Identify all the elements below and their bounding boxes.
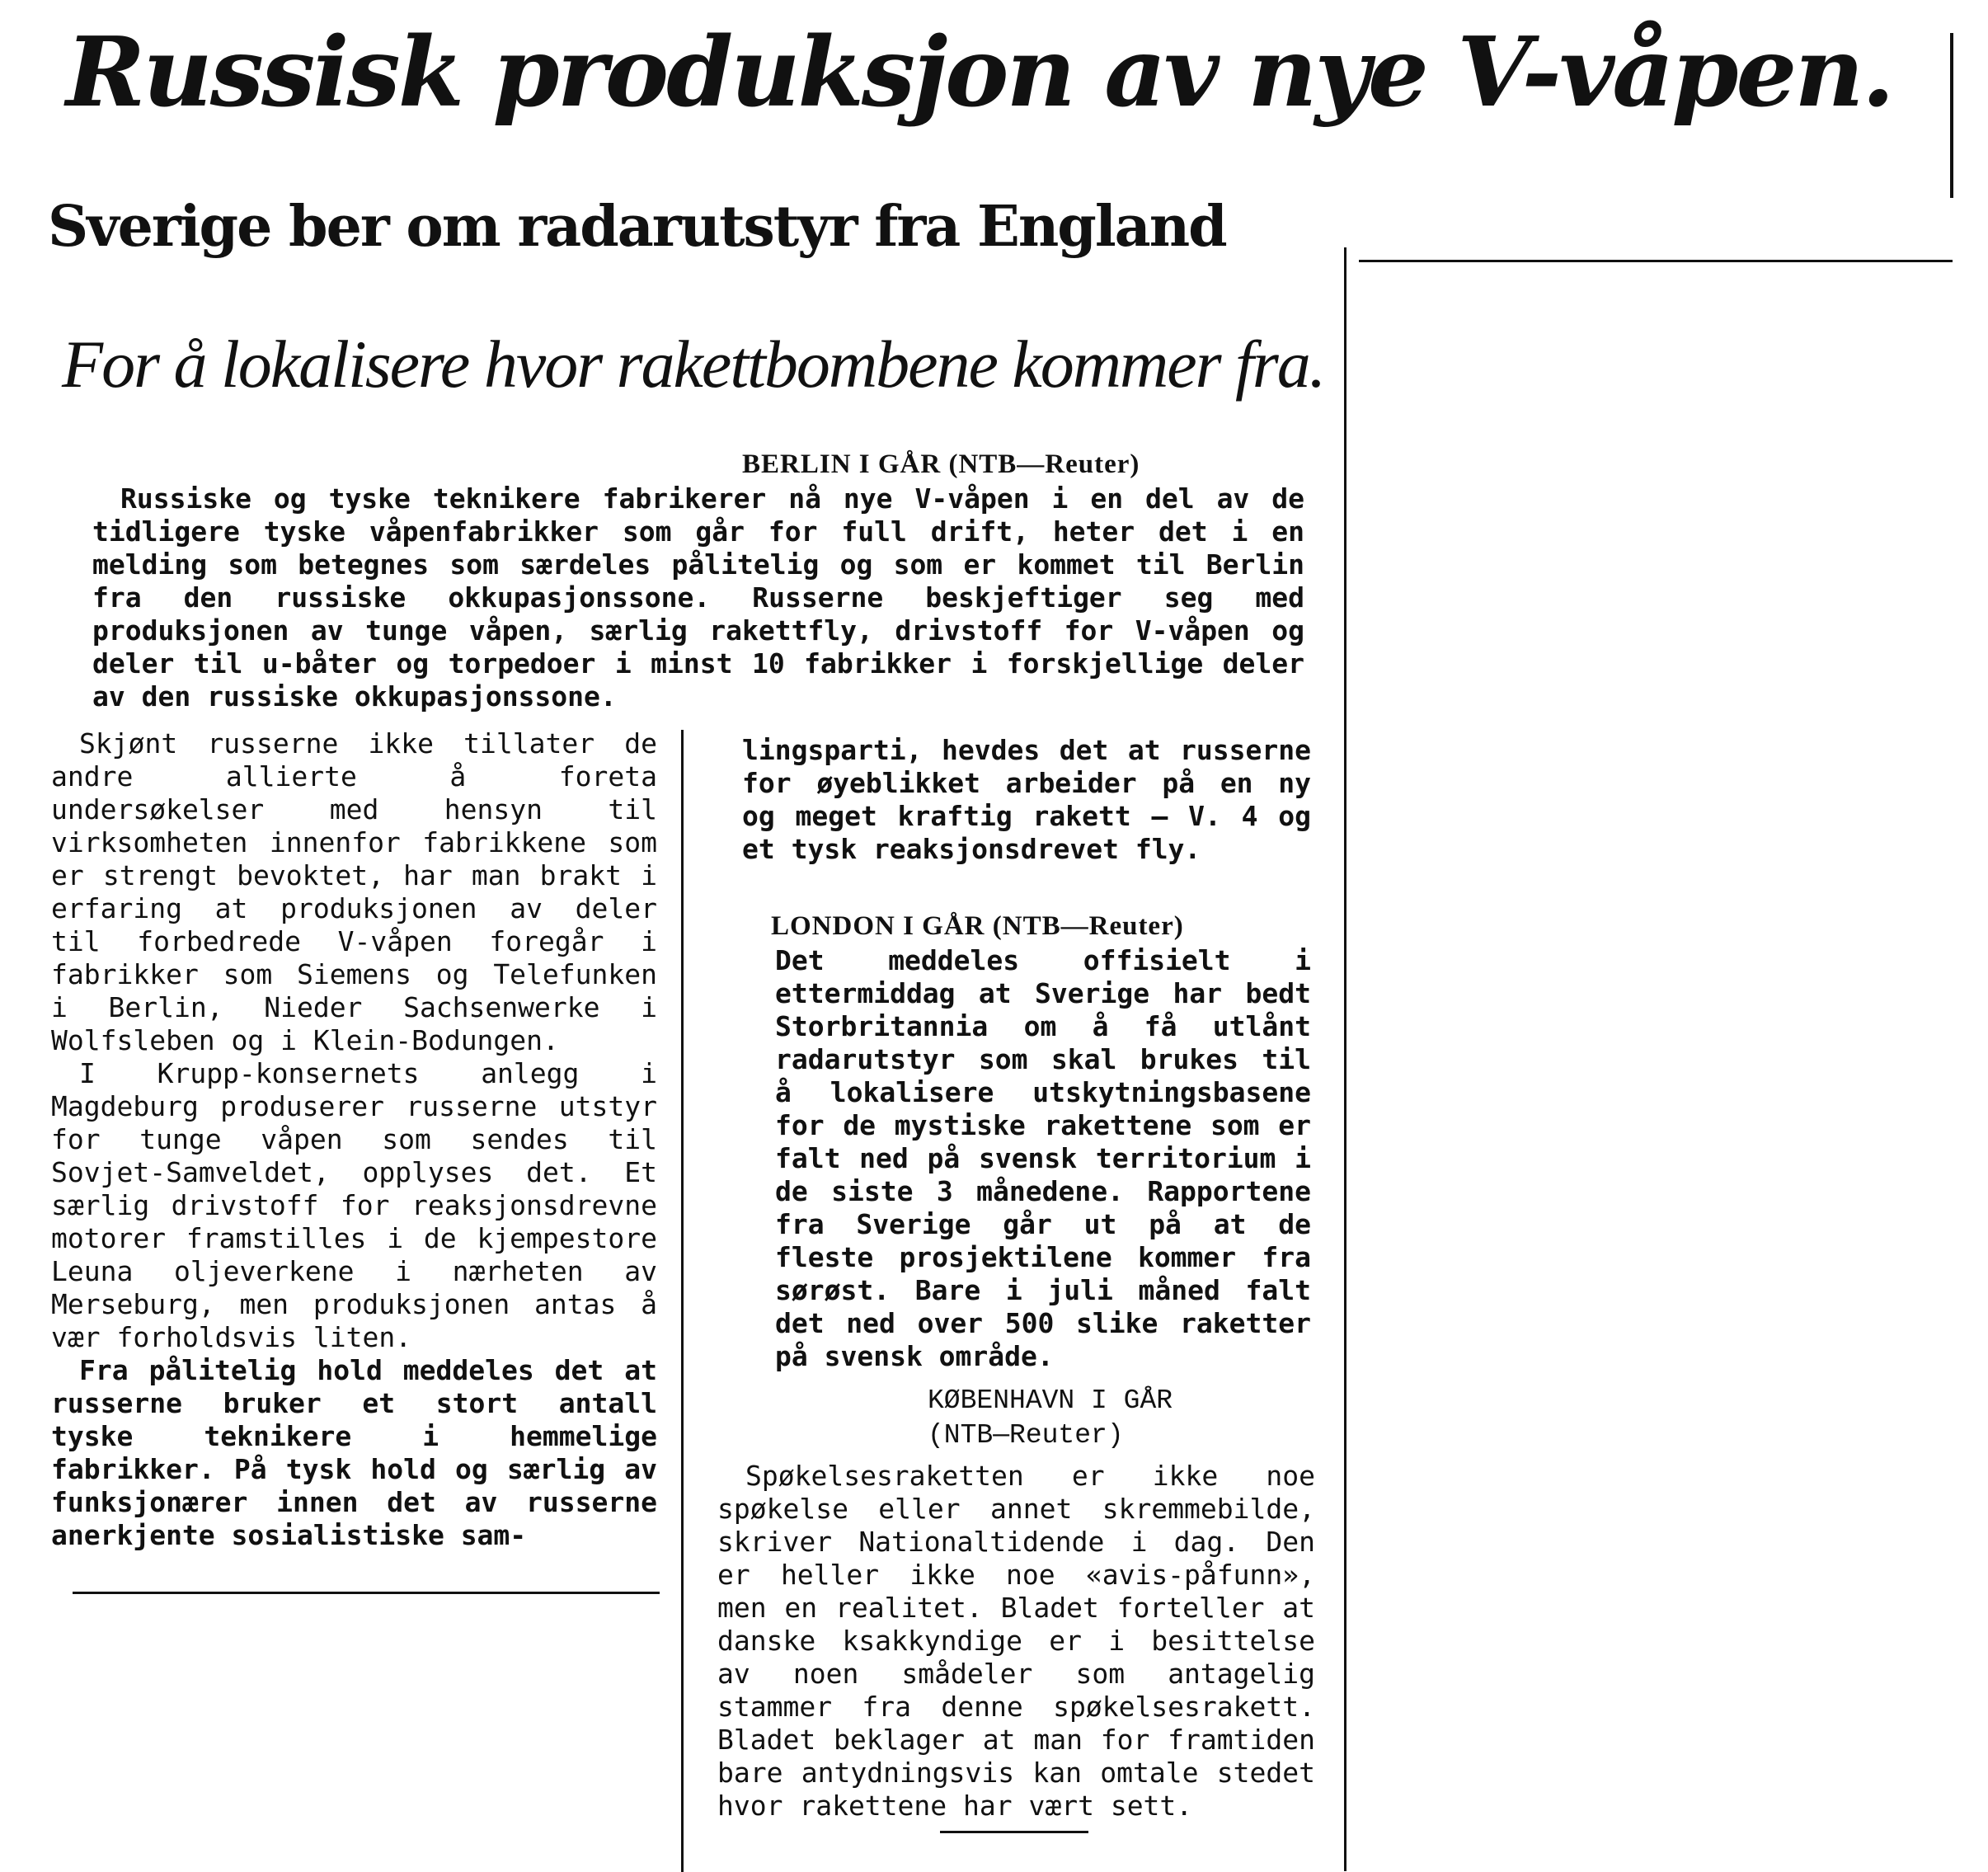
kicker: For å lokalisere hvor rakettbombene kommer fra. [62,327,1325,402]
london-paragraph: Det meddeles offisielt i ettermiddag at Sverige har bedt Storbritannia om å få utlånt radarutstyr som skal brukes til å lokalisere utskytningsbasene for de mystiske rakettene som er falt ned på svensk territorium i de siste 3 månedene. Rapportene fra Sverige går ut på at de fleste prosjektilene kommer fra sørøst. Bare i juli måned falt det ned over 500 slike raketter på svensk område. [775,944,1311,1372]
right-continuation: lingsparti, hevdes det at russerne for øyeblikket arbeider på en ny og meget kraftig rakett — V. 4 og et tysk reaksjonsdrevet fly. [742,734,1311,865]
dateline-copenhagen-agency: (NTB—Reuter) [928,1420,1124,1451]
headline: Russisk produksjon av nye V-våpen. [66,16,1893,129]
dateline-berlin: BERLIN I GÅR (NTB—Reuter) [742,449,1140,479]
lead-paragraph: Russiske og tyske teknikere fabrikerer nå nye V-våpen i en del av de tidligere tyske våpenfabrikker som går for full drift, heter det i en melding som betegnes som særdeles pålitelig og som er kommet til Berlin fra den russiske okkupasjonssone. Russerne beskjeftiger seg med produksjonen av tunge våpen, særlig rakettfly, drivstoff for V-våpen og deler til u-båter og torpedoer i minst 10 fabrikker i forskjellige deler av den russiske okkupasjonssone. [92,482,1304,713]
left-paragraph-1: Skjønt russerne ikke tillater de andre allierte å foreta undersøkelser med hensyn til virksomheten innenfor fabrikkene som er strengt bevoktet, har man brakt i erfaring at produksjonen av deler til forbedrede V-våpen foregår i fabrikker som Siemens og Telefunken i Berlin, Nieder Sachsenwerke i Wolfsleben og i Klein-Bodungen. [51,727,657,1056]
dateline-london: LONDON I GÅR (NTB—Reuter) [771,911,1184,941]
left-paragraph-2: I Krupp-konsernets anlegg i Magdeburg produserer russerne utstyr for tunge våpen som sendes til Sovjet-Samveldet, opplyses det. Et særlig drivstoff for reaksjonsdrevne motorer framstilles i de kjempestore Leuna oljeverkene i nærheten av Merseburg, men produksjonen antas å vær forholdsvis liten. [51,1057,657,1353]
subheadline: Sverige ber om radarutstyr fra England [48,194,1226,260]
subheadline-side-rule [1359,260,1953,262]
headline-right-rule [1950,33,1953,198]
right-column-end-rule [940,1831,1088,1833]
column-divider [681,730,684,1872]
copenhagen-paragraph: Spøkelsesraketten er ikke noe spøkelse eller annet skremmebilde, skriver Nationaltidende i dag. Den er heller ikke noe «avis-påfunn», men en realitet. Bladet forteller at danske ksakkyndige er i besittelse av noen smådeler som antagelig stammer fra denne spøkelsesrakett. Bladet beklager at man for framtiden bare antydningsvis kan omtale stedet hvor rakettene har vært sett. [717,1460,1315,1822]
left-paragraph-3: Fra pålitelig hold meddeles det at russerne bruker et stort antall tyske teknikere i hemmelige fabrikker. På tysk hold og særlig av funksjonærer innen det av russerne anerkjente sosialistiske sam- [51,1354,657,1551]
dateline-copenhagen: KØBENHAVN I GÅR [928,1385,1173,1416]
right-border-rule [1344,247,1346,1871]
left-column-end-rule [73,1592,660,1594]
